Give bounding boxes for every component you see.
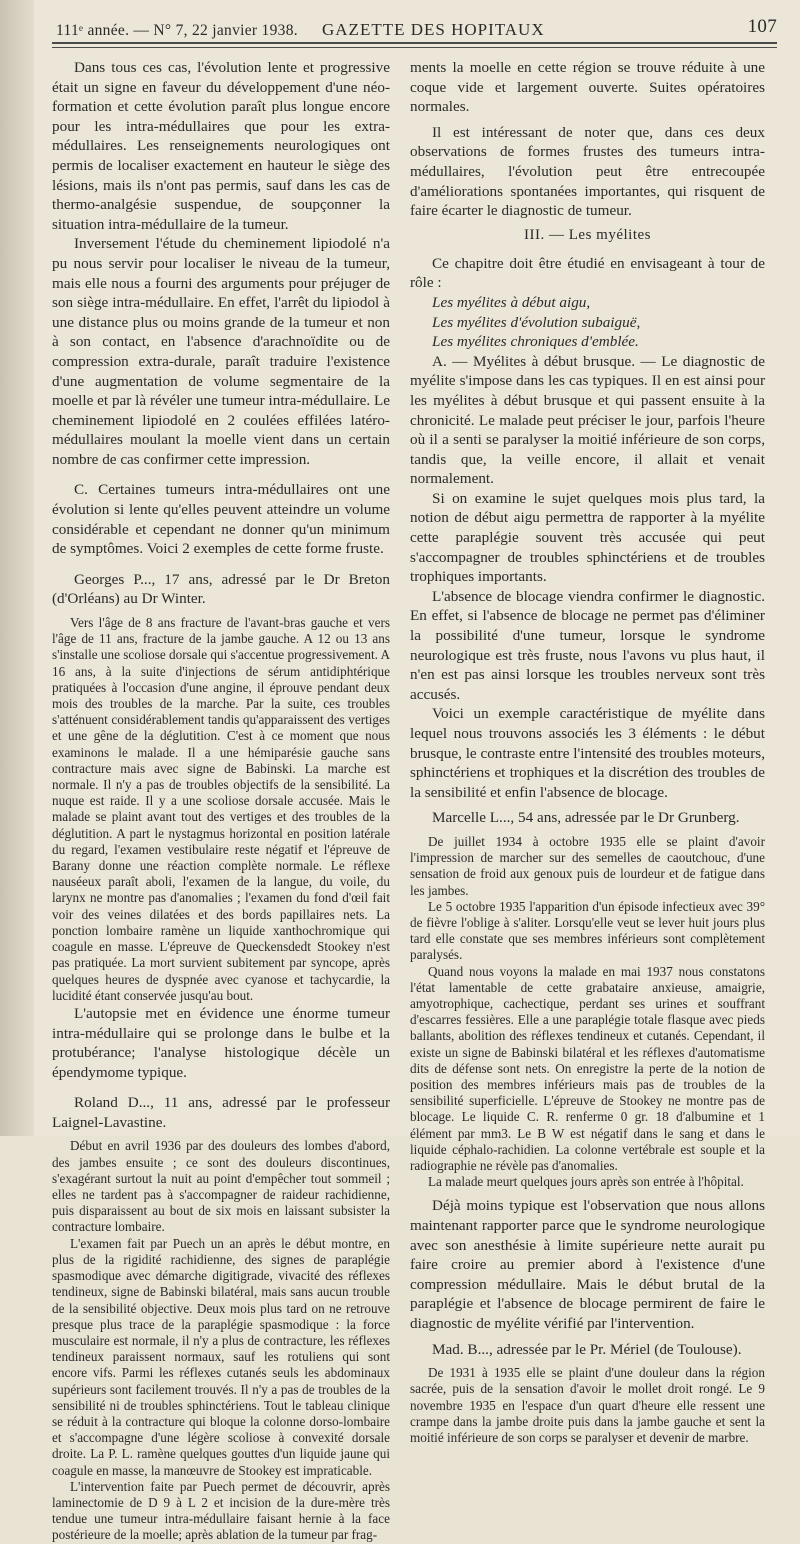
case-heading: Mad. B..., adressée par le Pr. Mériel (de Toulouse). — [432, 1340, 742, 1358]
paragraph: Déjà moins typique est l'observation que nous allons maintenant rapporter parce que le syndrome neurologique avec son anesthésie à limite supérieure nette aurait pu faire croire au premier abord à l'existence d'une compression médullaire. Mais le début brutal de la paraplégie et l'absence de blocage permirent de faire le diagnostic de myélite vérifié par l'intervention. — [410, 1197, 765, 1332]
paragraph: Voici un exemple caractéristique de myélite dans lequel nous trouvons associés les 3 éléments : le début brusque, le contraste entre l'intensité des troubles moteurs, sphinctériens et trophiques et la discrétion des troubles de la sensibilité et enfin l'absence de blocage. — [410, 705, 765, 801]
case-report: L'intervention faite par Puech permet de découvrir, après laminectomie de D 9 à L 2 et incision de la dure-mère très tendue une tumeur intra-médullaire faisant hernie à la face postérieure de la moelle; après ablation de la tumeur par frag- — [52, 1478, 390, 1543]
issue-info: 111ᵉ année. — N° 7, 22 janvier 1938. — [56, 22, 298, 39]
paragraph: Inversement l'étude du cheminement lipiodolé n'a pu nous servir pour localiser le niveau de la tumeur, mais elle nous a fourni des arguments pour préjuger de son siège intra-médullaire. En effet, l'arrêt du lipiodol à une distance plus ou moins grande de la tumeur et non à son contact, en l'absence d'arachnoïdite ou de compression extra-durale, paraît traduire l'existence d'une augmentation de volume segmentaire de la moelle et par là révéler une tumeur intra-médullaire. Le cheminement lipiodolé en 2 coulées effilées latéro-médullaires moulant la moelle vient dans un certain nombre de cas confirmer cette impression. — [52, 235, 390, 468]
left-column — [52, 58, 390, 1544]
paragraph: Dans tous ces cas, l'évolution lente et progressive était un signe en faveur du développement d'une néo-formation et cette évolution paraît plus longue encore pour les intra-médullaires que pour les extra-médullaires. Les renseignements neurologiques ont permis de localiser exactement en hauteur le siège des lésions, mais ils n'ont pas permis, sauf dans les cas de thermo-analgésie suspendue, de soupçonner la situation intra-médullaire de la tumeur. — [52, 59, 390, 233]
case-report: La malade meurt quelques jours après son entrée à l'hôpital. — [428, 1174, 744, 1190]
list-item: Les myélites à début aigu, — [432, 293, 591, 311]
journal-title: GAZETTE DES HOPITAUX — [322, 20, 545, 39]
header-rule — [52, 42, 777, 48]
paragraph: Il est intéressant de noter que, dans ces deux observations de formes frustes des tumeurs intra-médullaires, l'évolution peut être entrecoupée d'améliorations spontanées importantes, qui risquent de faire écarter le diagnostic de tumeur. — [410, 123, 765, 220]
case-report: Vers l'âge de 8 ans fracture de l'avant-bras gauche et vers l'âge de 11 ans, fracture de la jambe gauche. A 12 ou 13 ans s'installe une scoliose dorsale qui s'accentue progressivement. A 16 ans, à la suite d'injections de sérum antidiphtérique pratiquées à l'occasion d'une angine, il éprouve pendant deux mois des troubles de la marche. Par la suite, ces troubles s'atténuent considérablement tandis qu'apparaissent des vertiges et une gêne de la déglutition. C'est à ce moment que nous examinons le malade. Il a une hémiparésie gauche sans contracture mais avec signe de Babinski. La marche est normale. Il n'y a pas de troubles objectifs de la sensibilité. La nuque est raide. Il y a une scoliose dorsale accusée. Mais le malade se plaint avant tout des vertiges et des troubles de la déglutition. A part le nystagmus horizontal en position latérale du regard, l'examen vestibulaire reste négatif et l'épreuve de Barany donne une réaction complète normale. Le réflexe nauséeux paraît aboli, l'examen de la langue, du voile, du larynx ne montre pas d'anomalies ; l'examen du fond d'œil fait voir des veines dilatées et des bords papillaires nets. La ponction lombaire ramène un liquide xanthochromique qui coagule en masse. L'épreuve de Queckensdedt Stookey n'est pas pratiquée. La mort survient subitement par syncope, après quelques heures de dyspnée avec cyanose et tachycardie, la lucidité étant conservée jusqu'au bout. — [52, 615, 391, 1003]
case-report: De 1931 à 1935 elle se plaint d'une douleur dans la région sacrée, puis de la sensation d'avoir le mollet droit rongé. Le 9 novembre 1935 en l'espace d'un quart d'heure elle ressent une crampe dans la jambe droite puis dans la jambe gauche et sent la moitié inférieure de son corps se paralyser et devenir de marbre. — [410, 1365, 765, 1445]
paragraph: C. Certaines tumeurs intra-médullaires ont une évolution si lente qu'elles peuvent atteindre un volume considérable et cependant ne donner qu'un minimum de symptômes. Voici 2 exemples de cette forme fruste. — [52, 481, 390, 558]
list-item: Les myélites d'évolution subaiguë, — [432, 313, 641, 331]
case-report: De juillet 1934 à octobre 1935 elle se plaint d'avoir l'impression de marcher sur des semelles de caoutchouc, d'une sensation de froid aux genoux puis de lourdeur et de fatigue dans les jambes. — [410, 833, 765, 898]
case-report: L'examen fait par Puech un an après le début montre, en plus de la rigidité rachidienne, des signes de paraplégie spasmodique avec démarche digitigrade, vivacité des réflexes tendineux, signe de Babinski bilatéral, mais sans aucun trouble de la sensibilité objective. Deux mois plus tard on ne retrouve presque plus trace de la paraplégie spasmodique : la force musculaire est normale, il n'y a plus de contracture, les réflexes tendineux paraissent normaux, sauf les rotuliens qui sont encore vifs. Parmi les réflexes cutanés seuls les abdominaux supérieurs sont facilement trouvés. Il n'y a pas de troubles de la sensibilité ni de troubles sphinctériens. Tout le tableau clinique se réduit à la contracture qui bloque la colonne dorso-lombaire et s'accompagne d'une légère scoliose à convexité dorsale droite. La P. L. ramène quelques gouttes d'un liquide jaune qui coagule en masse, la manœuvre de Stookey est impraticable. — [52, 1235, 390, 1478]
list-item: Les myélites chroniques d'emblée. — [432, 333, 639, 351]
right-column — [410, 58, 765, 1446]
section-title: III. — Les myélites — [524, 226, 651, 243]
paragraph: A. — Myélites à début brusque. — Le diagnostic de myélite s'impose dans les cas typiques. Il en est ainsi pour les myélites à début brusque et qui passent ensuite à la chronicité. Le malade peut préciser le jour, parfois l'heure où il a senti se paralyser la moitié inférieure de son corps, tandis que, la veille encore, il allait et venait normalement. — [410, 352, 765, 488]
case-heading: Roland D..., 11 ans, adressé par le professeur Laignel-Lavastine. — [52, 1094, 390, 1131]
binding-shadow — [0, 0, 34, 1136]
paragraph: ments la moelle en cette région se trouve réduite à une coque vide et largement ouverte. Suites opératoires normales. — [410, 59, 765, 116]
case-heading: Marcelle L..., 54 ans, adressée par le Dr Grunberg. — [432, 809, 740, 827]
case-report: Le 5 octobre 1935 l'apparition d'un épisode infectieux avec 39° de fièvre l'oblige à s'aliter. Lorsqu'elle veut se lever huit jours plus tard elle constate que ses membres inférieurs sont complètement paralysés. — [410, 898, 765, 963]
paragraph: L'autopsie met en évidence une énorme tumeur intra-médullaire qui se prolonge dans le bulbe et la protubérance; l'analyse histologique décèle un épendymome typique. — [52, 1004, 390, 1081]
paragraph: L'absence de blocage viendra confirmer le diagnostic. En effet, si l'absence de blocage ne permet pas d'éliminer la possibilité d'une tumeur, lorsque le syndrome neurologique est très fruste, nous l'avons vu plus haut, il n'en est pas ainsi lorsque les troubles nerveux sont très accusés. — [410, 587, 765, 703]
paragraph: Si on examine le sujet quelques mois plus tard, la notion de début aigu permettra de rapporter à la myélite cette paraplégie souvent très accusée qui peut s'accompagner de troubles sphinctériens et de troubles trophiques importants. — [410, 489, 765, 586]
page-number: 107 — [747, 16, 777, 37]
running-header — [52, 14, 777, 44]
case-report: Début en avril 1936 par des douleurs des lombes d'abord, des jambes ensuite ; ce sont des douleurs discontinues, s'exagérant surtout la nuit au point d'empêcher tout sommeil ; elles ne tardent pas à s'accompagner de raideur rachidienne, puis disparaissent au bout de six mois en laissant subsister la contracture lombaire. — [52, 1138, 390, 1235]
myelitis-list — [410, 293, 765, 352]
paragraph: Ce chapitre doit être étudié en envisageant à tour de rôle : — [410, 254, 765, 292]
case-heading: Georges P..., 17 ans, adressé par le Dr Breton (d'Orléans) au Dr Winter. — [52, 570, 390, 608]
case-report: Quand nous voyons la malade en mai 1937 nous constatons l'état lamentable de cette grabataire anxieuse, amaigrie, amyotrophique, cachectique, perdant ses urines et souffrant d'escarres fessières. Elle a une paraplégie totale flasque avec pieds ballants, abolition des réflexes tendineux et cutanés. Cependant, il existe un signe de Babinski bilatéral et les réflexes d'automatisme dits de défense sont nets. On enregistre la perte de la notion de position des membres inférieurs mais pas de troubles de la sensibilité superficielle. L'épreuve de Stookey ne montre pas de blocage. Le liquide C. R. renferme 0 gr. 18 d'albumine et 1 élément par mm3. Le B W est négatif dans le sang et dans le liquide céphalo-rachidien. La colonne vertébrale est souple et la radiographie ne révèle pas d'anomalies. — [410, 963, 765, 1174]
